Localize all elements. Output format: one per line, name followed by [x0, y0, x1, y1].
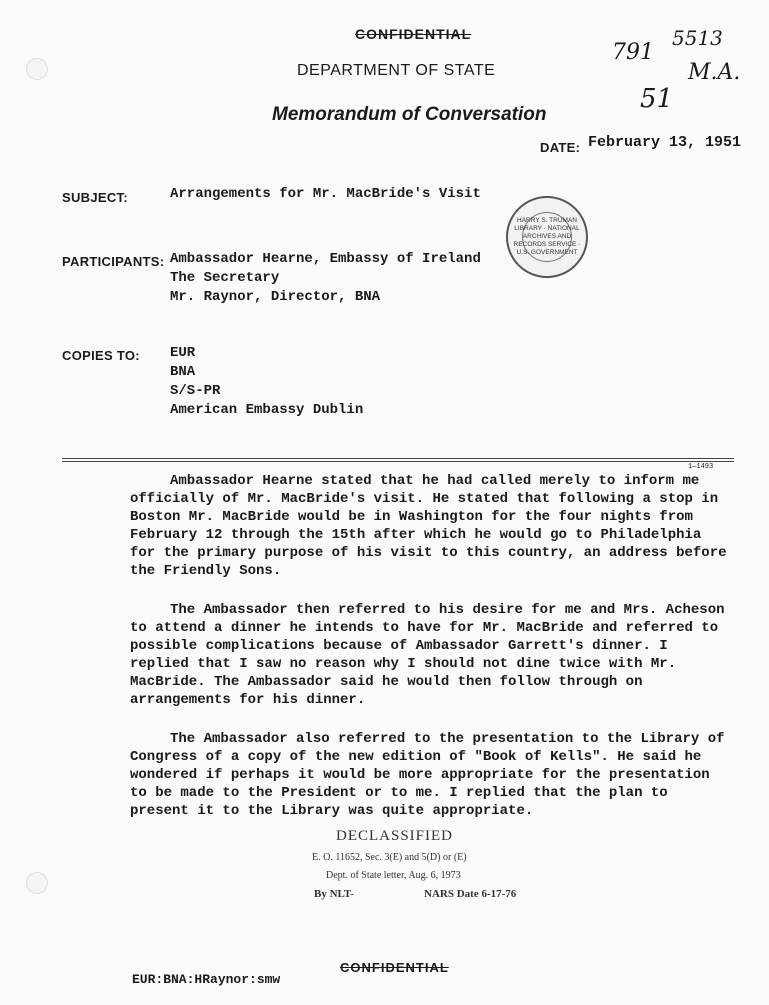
department-title: DEPARTMENT OF STATE — [297, 62, 496, 79]
date-value: February 13, 1951 — [588, 134, 742, 151]
body-paragraph: The Ambassador then referred to his desire for me and Mrs. Acheson to attend a dinner he intends to have for Mr. MacBride and referred to possible complications because of Ambassador Garrett's dinner. I replied that I saw no reason why I should not dine twice with Mr. MacBride. The Ambassador said he would then follow through on arrangements for his dinner. — [130, 602, 725, 708]
handwritten-number: 791 — [612, 40, 654, 65]
punch-hole — [26, 872, 48, 894]
form-number: 1—1493 — [688, 463, 714, 471]
handwritten-number: 5513 — [672, 26, 723, 50]
declassified-title: DECLASSIFIED — [336, 828, 454, 844]
date-label: DATE: — [540, 140, 581, 155]
memo-title: Memorandum of Conversation — [272, 104, 547, 125]
participants-list — [170, 250, 481, 307]
classification-top: CONFIDENTIAL — [355, 26, 472, 42]
participant: The Secretary — [170, 270, 280, 286]
copy-recipient: BNA — [170, 364, 196, 380]
copy-recipient: American Embassy Dublin — [170, 402, 364, 418]
copies-label: COPIES TO: — [62, 348, 140, 363]
declassified-line: Dept. of State letter, Aug. 6, 1973 — [326, 870, 461, 881]
copies-list — [170, 344, 363, 420]
declassified-line: By NLT- — [314, 888, 354, 900]
declassified-date: NARS Date 6-17-76 — [424, 888, 517, 900]
participant: Mr. Raynor, Director, BNA — [170, 289, 381, 305]
drafter-reference: EUR:BNA:HRaynor:smw — [132, 972, 281, 987]
participants-label: PARTICIPANTS: — [62, 254, 165, 269]
copy-recipient: S/S-PR — [170, 383, 221, 399]
declassified-line: E. O. 11652, Sec. 3(E) and 5(D) or (E) — [312, 852, 467, 863]
subject-text: Arrangements for Mr. MacBride's Visit — [170, 186, 481, 202]
participant: Ambassador Hearne, Embassy of Ireland — [170, 251, 481, 267]
body-paragraph: The Ambassador also referred to the presentation to the Library of Congress of a copy of the new edition of "Book of Kells". He said he wondered if perhaps it would be more appropriate for the presentation to be made to the President or to me. I replied that the plan to present it to the Library was quite appropriate. — [130, 731, 725, 819]
punch-hole — [26, 58, 48, 80]
memo-body — [130, 472, 730, 841]
separator-line — [62, 458, 734, 459]
handwritten-initials: M.A. — [688, 60, 741, 85]
stamp-text: HARRY S. TRUMAN LIBRARY · NATIONAL ARCHIVES AND RECORDS SERVICE · U.S. GOVERNMENT — [513, 217, 581, 256]
body-paragraph: Ambassador Hearne stated that he had called merely to inform me officially of Mr. MacBride's visit. He stated that following a stop in Boston Mr. MacBride would be in Washington for the four nights from February 12 through the 15th after which he would go to Philadelphia for the primary purpose of his visit to this country, an address before the Friendly Sons. — [130, 473, 727, 579]
classification-bottom: CONFIDENTIAL — [340, 960, 449, 975]
copy-recipient: EUR — [170, 345, 196, 361]
subject-label: SUBJECT: — [62, 190, 128, 205]
archives-stamp — [506, 196, 588, 278]
separator-line — [62, 461, 734, 462]
handwritten-number: 51 — [640, 84, 674, 114]
